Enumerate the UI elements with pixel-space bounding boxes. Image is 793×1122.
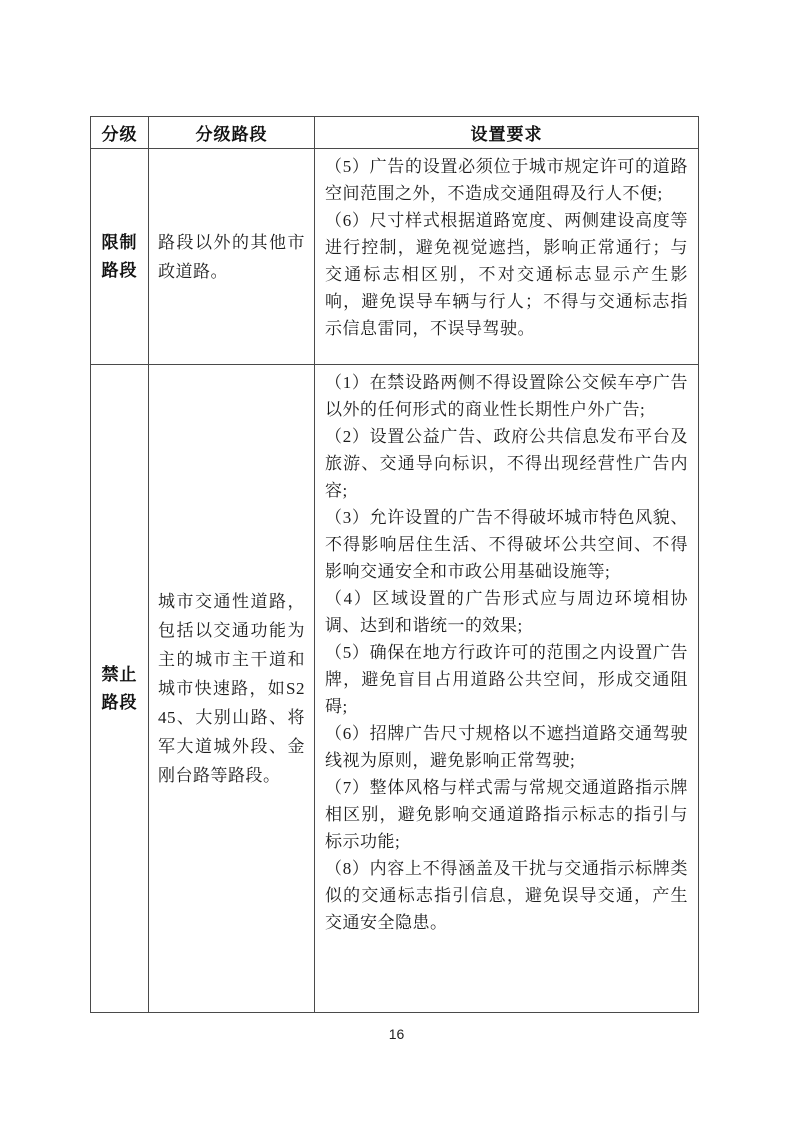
table-row-prohibited	[91, 365, 699, 1013]
col-header-grade: 分级	[91, 117, 149, 149]
requirement-item: （7）整体风格与样式需与常规交通道路指示牌相区别，避免影响交通道路指示标志的指引与标示功能;	[325, 778, 688, 851]
requirement-item: （8）内容上不得涵盖及干扰与交通指示标牌类似的交通标志指引信息，避免误导交通，产生交通安全隐患。	[325, 859, 688, 932]
grade-label-prohibited: 禁止路段	[91, 365, 149, 1013]
table-header-row	[91, 117, 699, 149]
grade-label-restricted: 限制路段	[91, 149, 149, 365]
sections-text-prohibited: 城市交通性道路，包括以交通功能为主的城市主干道和城市快速路，如S245、大别山路、将军大道城外段、金刚台路等路段。	[149, 365, 315, 1013]
table-row-restricted	[91, 149, 699, 365]
requirement-item: （3）允许设置的广告不得破坏城市特色风貌、不得影响居住生活、不得破坏公共空间、不得影响交通安全和市政公用基础设施等;	[325, 508, 688, 581]
requirements-cell-prohibited	[315, 365, 699, 1013]
requirement-item: （6）招牌广告尺寸规格以不遮挡道路交通驾驶线视为原则，避免影响正常驾驶;	[325, 724, 688, 770]
requirement-item: （6）尺寸样式根据道路宽度、两侧建设高度等进行控制，避免视觉遮挡，影响正常通行；与交通标志相区别，不对交通标志显示产生影响，避免误导车辆与行人；不得与交通标志指示信息雷同，不误导驾驶。	[325, 211, 688, 338]
requirements-cell-restricted	[315, 149, 699, 365]
page-number: 16	[388, 1026, 405, 1042]
requirement-item: （4）区域设置的广告形式应与周边环境相协调、达到和谐统一的效果;	[325, 589, 688, 635]
requirement-item: （1）在禁设路两侧不得设置除公交候车亭广告以外的任何形式的商业性长期性户外广告;	[325, 373, 688, 419]
requirement-item: （5）广告的设置必须位于城市规定许可的道路空间范围之外，不造成交通阻碍及行人不便;	[325, 157, 688, 203]
col-header-requirements: 设置要求	[315, 117, 699, 149]
road-grade-requirements-table	[90, 116, 699, 1013]
col-header-sections: 分级路段	[149, 117, 315, 149]
sections-text-restricted: 路段以外的其他市政道路。	[149, 149, 315, 365]
requirement-item: （2）设置公益广告、政府公共信息发布平台及旅游、交通导向标识，不得出现经营性广告内容;	[325, 427, 688, 500]
requirement-item: （5）确保在地方行政许可的范围之内设置广告牌，避免盲目占用道路公共空间，形成交通阻碍;	[325, 643, 688, 716]
